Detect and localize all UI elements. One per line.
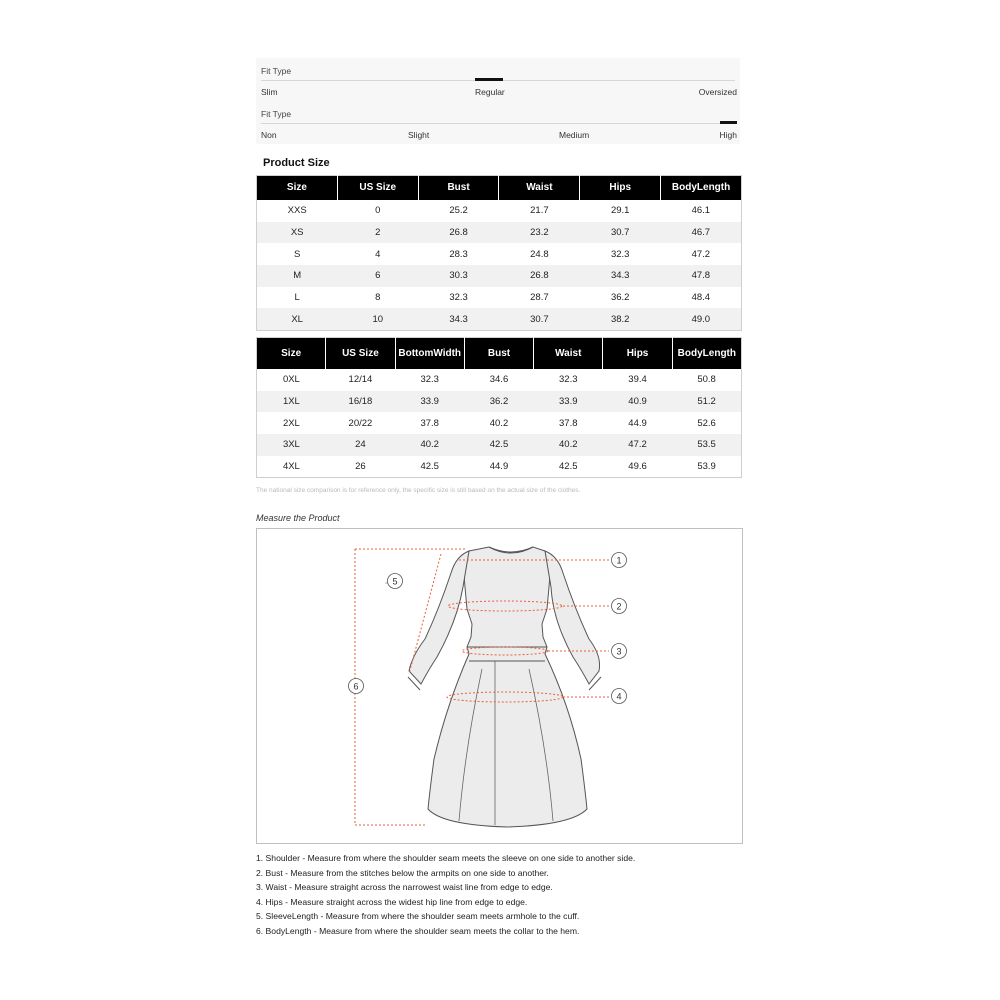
table-cell: 1XL — [257, 391, 326, 413]
table-cell: 46.7 — [661, 222, 742, 244]
table-cell: 6 — [337, 265, 418, 287]
marker-3: 3 — [616, 646, 622, 657]
table-row — [257, 265, 742, 287]
fit-label-slight: Slight — [408, 130, 430, 140]
table-cell: 46.1 — [691, 205, 711, 217]
instruction-item: 5. SleeveLength - Measure from where the shoulder seam meets armhole to the cuff. — [256, 911, 580, 922]
column-header: BodyLength — [661, 176, 742, 201]
column-header: Size — [257, 338, 326, 370]
table-cell: 8 — [375, 292, 381, 304]
column-header: Hips — [603, 338, 672, 370]
size-table-regular — [256, 175, 742, 331]
column-header: Waist — [499, 176, 580, 201]
table-header-row — [257, 338, 742, 370]
table-cell: 40.2 — [534, 434, 603, 456]
column-header: US Size — [326, 338, 395, 370]
table-cell: 30.3 — [418, 265, 499, 287]
fit-scale-marker — [475, 78, 503, 81]
table-cell: 42.5 — [420, 460, 439, 472]
table-row — [257, 243, 742, 265]
size-guide — [256, 58, 743, 938]
fit-label-slim: Slim — [261, 87, 278, 97]
instruction-item: 6. BodyLength - Measure from where the shoulder seam meets the collar to the hem. — [256, 925, 580, 936]
table-cell: 34.6 — [489, 374, 509, 386]
table-cell: 44.9 — [489, 460, 509, 472]
fit-label-non: Non — [261, 130, 277, 140]
marker-1: 1 — [616, 555, 622, 566]
table-cell: 49.6 — [628, 460, 647, 472]
table-cell: 24 — [326, 434, 395, 456]
table-cell: 47.2 — [603, 434, 672, 456]
fit-scales — [256, 58, 740, 144]
table-cell: 24.8 — [530, 248, 549, 260]
table-cell: 42.5 — [559, 460, 578, 472]
table-cell: 26 — [355, 460, 366, 472]
table-cell: 48.4 — [691, 292, 711, 304]
column-header: Waist — [534, 338, 603, 370]
table-row — [257, 369, 742, 391]
table-cell: XL — [257, 308, 338, 330]
table-cell: 37.8 — [420, 417, 439, 429]
table-cell: 21.7 — [530, 205, 549, 217]
table-cell: 32.3 — [610, 248, 630, 260]
measurement-diagram — [256, 528, 743, 844]
fit-scale-1 — [256, 58, 740, 101]
table-cell: 53.9 — [697, 460, 716, 472]
table-cell: 26.8 — [418, 222, 499, 244]
instruction-item: 1. Shoulder - Measure from where the shoulder seam meets the sleeve on one side to another side. — [256, 853, 636, 864]
table-cell: 49.0 — [661, 308, 742, 330]
fit-scale-marker — [720, 121, 737, 124]
instruction-item: 4. Hips - Measure straight across the widest hip line from edge to edge. — [256, 896, 528, 907]
table-cell: XS — [257, 222, 338, 244]
table-cell: 4 — [375, 248, 381, 260]
table-cell: 32.3 — [420, 374, 439, 386]
table-cell: 28.3 — [449, 248, 468, 260]
table-row — [257, 308, 742, 330]
table-cell: 36.2 — [610, 292, 630, 304]
fit-scale-2 — [256, 101, 740, 144]
table-row — [257, 434, 742, 456]
table-row — [257, 391, 742, 413]
right-sleeve — [545, 551, 600, 684]
instruction-item: 2. Bust - Measure from the stitches below the armpits on one side to another. — [256, 867, 549, 878]
table-cell: L — [294, 292, 300, 304]
dress-illustration — [257, 529, 742, 843]
column-header: BodyLength — [672, 338, 741, 370]
fit-scale-title: Fit Type — [261, 66, 292, 76]
table-header-row — [257, 176, 742, 201]
table-cell: S — [293, 248, 301, 260]
instruction-item: 3. Waist - Measure straight across the narrowest waist line from edge to edge. — [256, 882, 553, 893]
table-cell: 37.8 — [559, 417, 578, 429]
table-cell: 30.7 — [580, 222, 661, 244]
table-cell: 28.7 — [530, 292, 549, 304]
table-cell: 40.2 — [395, 434, 464, 456]
table-cell: 33.9 — [534, 391, 603, 413]
table-cell: 32.3 — [559, 374, 578, 386]
column-header: BottomWidth — [395, 338, 464, 370]
table-row — [257, 200, 742, 222]
column-header: Hips — [580, 176, 661, 201]
table-cell: 26.8 — [499, 265, 580, 287]
fit-label-oversized: Oversized — [698, 87, 737, 97]
table-row — [257, 456, 742, 478]
table-cell: 47.2 — [691, 248, 711, 260]
table-cell: 32.3 — [449, 292, 468, 304]
measure-title: Measure the Product — [256, 513, 340, 524]
table-cell: 40.2 — [489, 417, 509, 429]
table-cell: M — [257, 265, 338, 287]
table-cell: 50.8 — [697, 374, 716, 386]
fit-label-high: High — [719, 130, 737, 140]
table-cell: 36.2 — [464, 391, 533, 413]
size-disclaimer: The national size comparison is for reference only, the specific size is still based on the actual size of the clothes. — [256, 487, 581, 495]
measure-instructions — [256, 851, 743, 938]
fit-scale-title: Fit Type — [261, 109, 292, 119]
column-header: Bust — [464, 338, 533, 370]
table-row — [257, 287, 742, 309]
product-size-heading: Product Size — [263, 157, 330, 169]
table-cell: 34.3 — [580, 265, 661, 287]
column-header: US Size — [337, 176, 418, 201]
table-cell: 2 — [337, 222, 418, 244]
table-cell: 10 — [337, 308, 418, 330]
table-cell: 12/14 — [348, 374, 373, 386]
table-cell: 53.5 — [672, 434, 741, 456]
table-cell: 33.9 — [395, 391, 464, 413]
marker-5: 5 — [392, 576, 398, 587]
table-cell: 23.2 — [499, 222, 580, 244]
table-cell: 0 — [375, 205, 381, 217]
table-cell: 39.4 — [628, 374, 647, 386]
table-cell: 30.7 — [499, 308, 580, 330]
left-sleeve — [409, 551, 469, 684]
table-cell: 25.2 — [449, 205, 468, 217]
column-header: Size — [257, 176, 338, 201]
table-row — [257, 222, 742, 244]
table-cell: 38.2 — [580, 308, 661, 330]
marker-6: 6 — [353, 681, 359, 692]
table-cell: 20/22 — [348, 417, 373, 429]
table-cell: 51.2 — [672, 391, 741, 413]
table-cell: XXS — [287, 205, 307, 217]
marker-4: 4 — [616, 691, 622, 702]
fit-label-regular: Regular — [475, 87, 505, 97]
marker-2: 2 — [616, 601, 622, 612]
table-cell: 34.3 — [418, 308, 499, 330]
table-row — [257, 412, 742, 434]
table-cell: 16/18 — [326, 391, 395, 413]
fit-scale-track — [261, 123, 735, 124]
table-cell: 47.8 — [661, 265, 742, 287]
table-cell: 0XL — [282, 374, 300, 386]
table-cell: 42.5 — [464, 434, 533, 456]
table-cell: 29.1 — [610, 205, 630, 217]
table-cell: 3XL — [257, 434, 326, 456]
table-cell: 44.9 — [628, 417, 647, 429]
fit-label-medium: Medium — [559, 130, 590, 140]
size-table-plus — [256, 337, 742, 478]
column-header: Bust — [418, 176, 499, 201]
table-cell: 40.9 — [603, 391, 672, 413]
table-cell: 52.6 — [697, 417, 716, 429]
table-cell: 4XL — [282, 460, 300, 472]
table-cell: 2XL — [282, 417, 300, 429]
